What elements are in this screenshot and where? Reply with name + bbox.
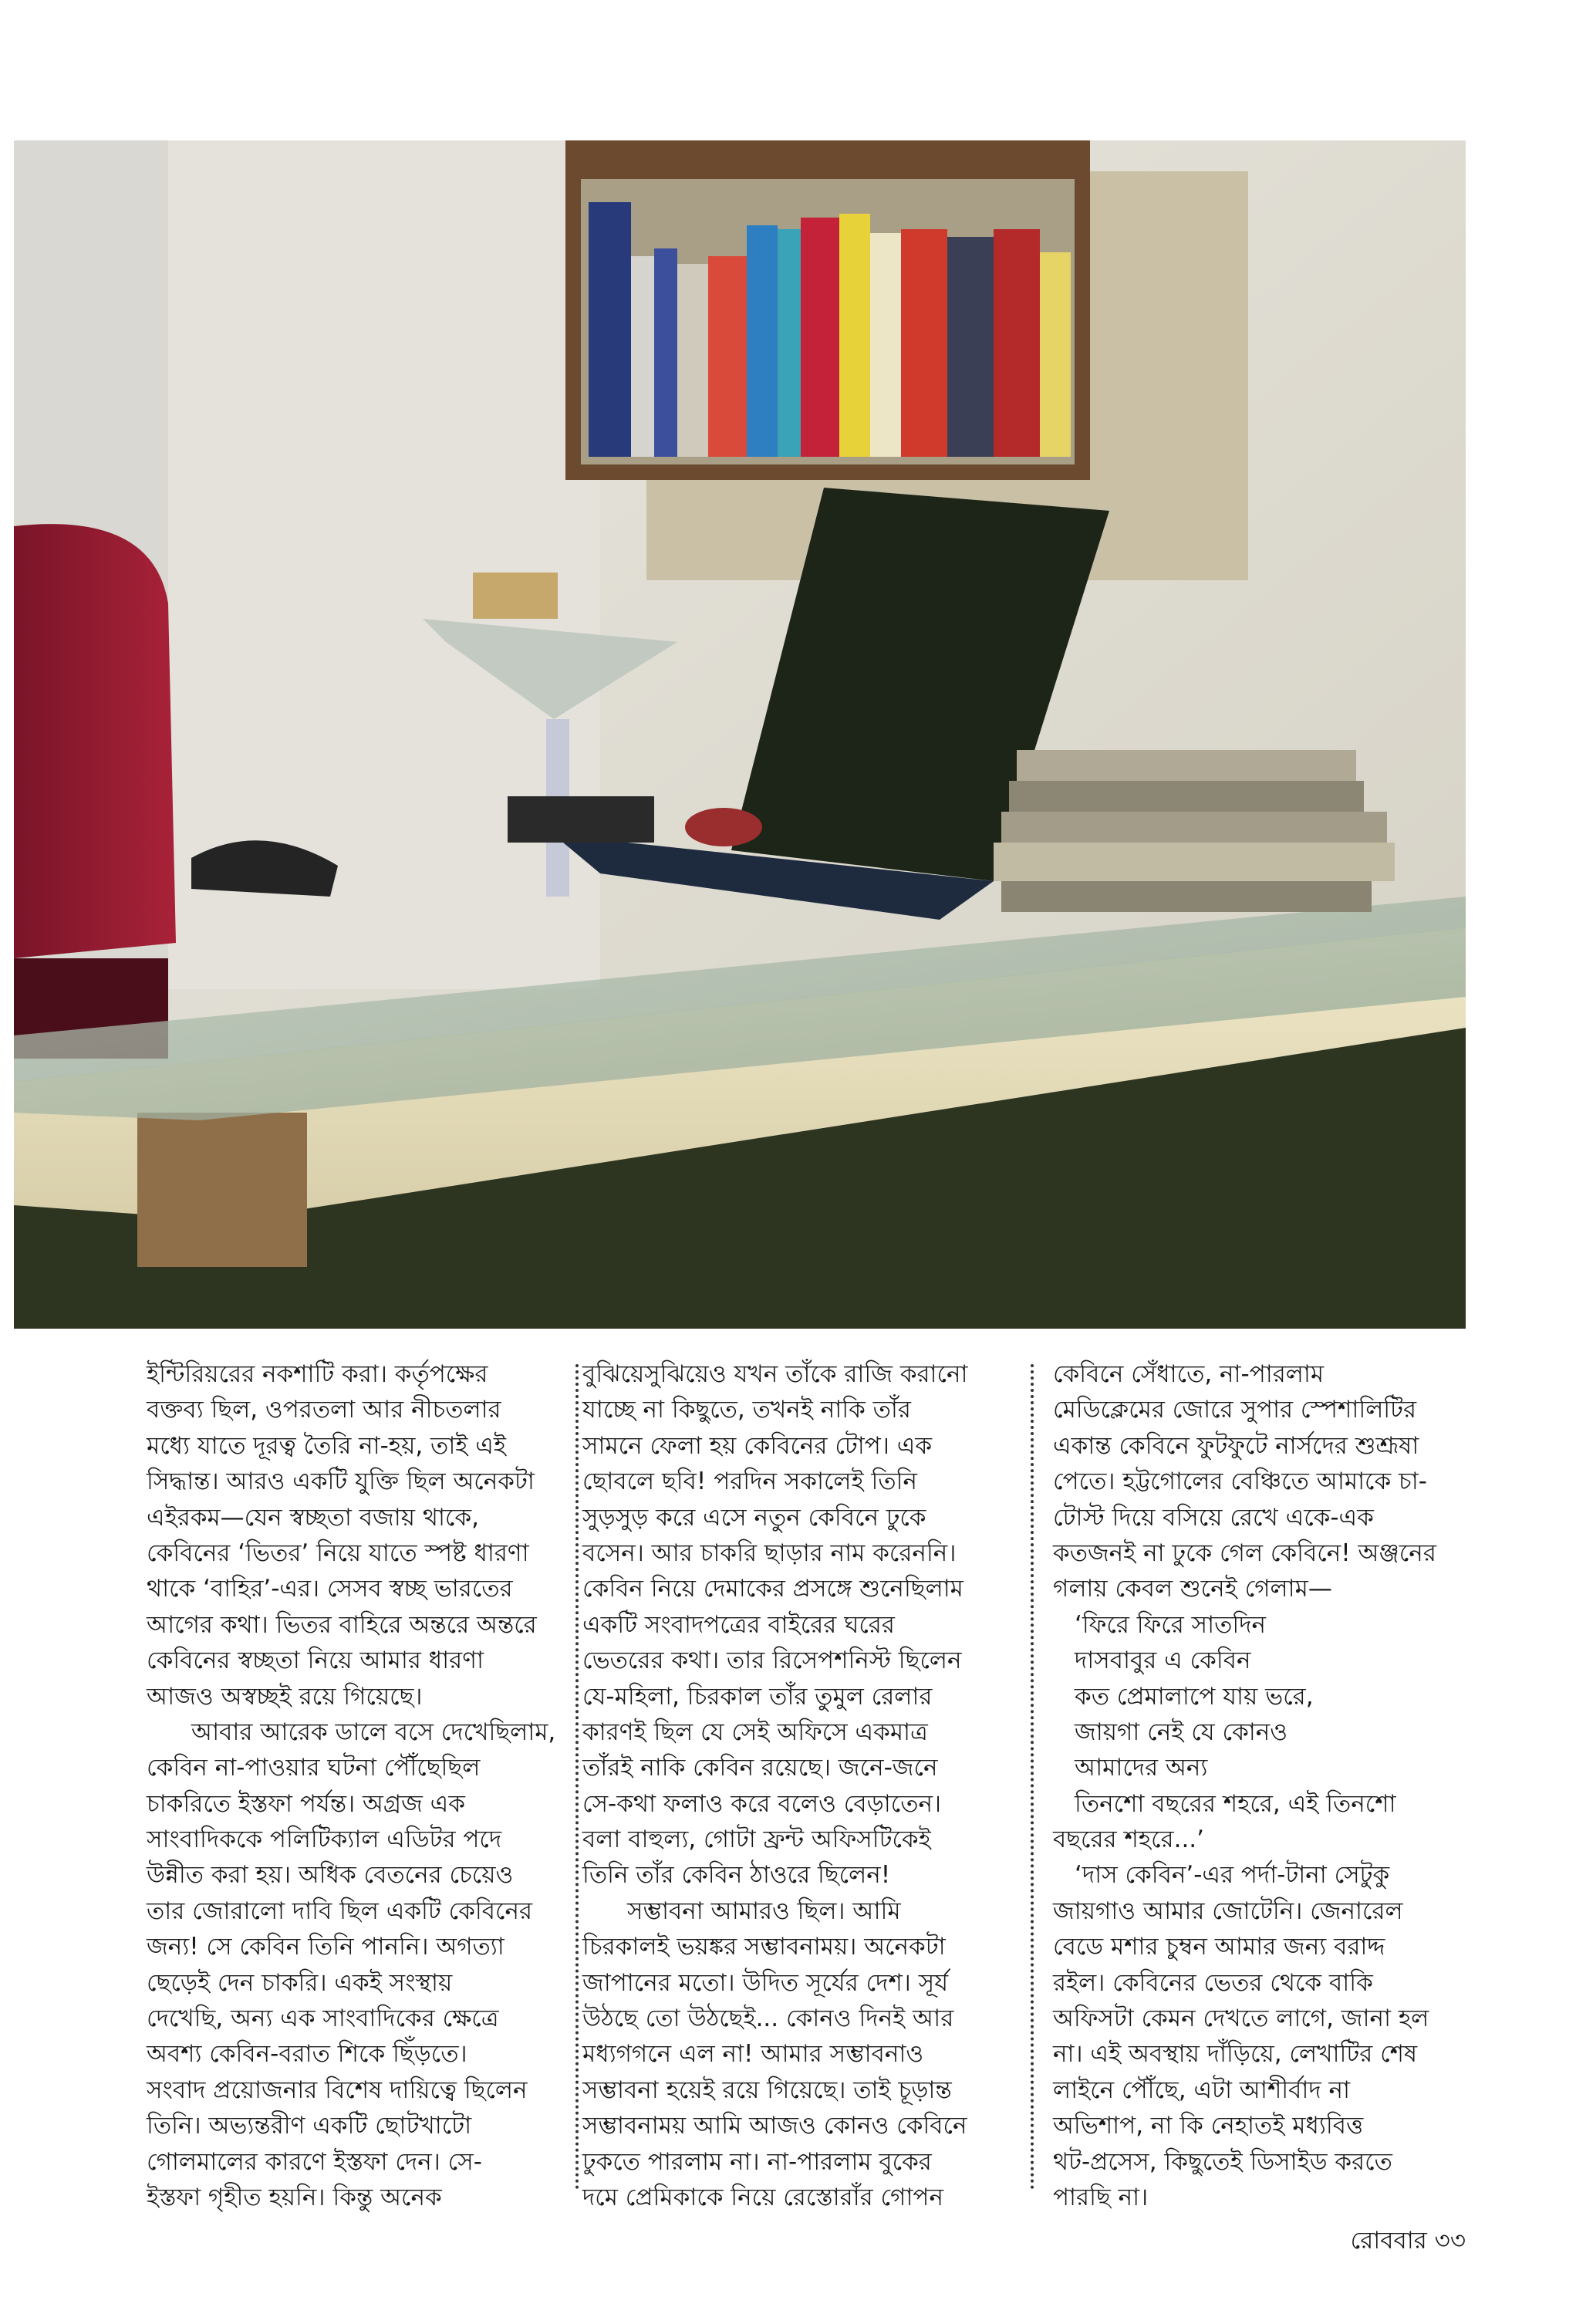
text-line: সামনে ফেলা হয় কেবিনের টোপ। এক — [582, 1431, 933, 1460]
text-line: দেখেছি, অন্য এক সাংবাদিকের ক্ষেত্রে — [147, 2005, 499, 2033]
text-line: ঢুকতে পারলাম না। না-পারলাম বুকের — [582, 2147, 932, 2176]
article-column-1 — [147, 1356, 579, 2215]
column-divider — [575, 1364, 579, 2190]
text-line: একটি সংবাদপত্রের বাইরের ঘরের — [582, 1610, 895, 1639]
text-line: মধ্যগগনে এল না! আমার সম্ভাবনাও — [582, 2040, 924, 2069]
text-line: ইস্তফা গৃহীত হয়নি। কিন্তু অনেক — [147, 2183, 442, 2211]
text-line: বেডে মশার চুম্বন আমার জন্য বরাদ্দ — [1053, 1933, 1385, 1961]
text-line: একান্ত কেবিনে ফুটফুটে নার্সদের শুশ্রূষা — [1053, 1431, 1419, 1460]
text-line: ছোবলে ছবি! পরদিন সকালেই তিনি — [582, 1468, 918, 1496]
text-line: তার জোরালো দাবি ছিল একটি কেবিনের — [147, 1897, 533, 1925]
verse-line: ‘ফিরে ফিরে সাতদিন — [1075, 1610, 1267, 1639]
text-line: আগের কথা। ভিতর বাহিরে অন্তরে অন্তরে — [147, 1610, 537, 1639]
text-line: বসেন। আর চাকরি ছাড়ার নাম করেননি। — [582, 1539, 957, 1567]
text-line: কেবিনের ‘ভিতর’ নিয়ে যাতে স্পষ্ট ধারণা — [147, 1539, 529, 1567]
article-column-2 — [582, 1356, 1014, 2215]
text-line: সুড়সুড় করে এসে নতুন কেবিনে ঢুকে — [582, 1503, 926, 1532]
text-line: মধ্যে যাতে দূরত্ব তৈরি না-হয়, তাই এই — [147, 1431, 506, 1460]
verse-line: জায়গা নেই যে কোনও — [1075, 1718, 1288, 1746]
text-line: না। এই অবস্থায় দাঁড়িয়ে, লেখাটির শেষ — [1053, 2040, 1418, 2069]
text-line: জাপানের মতো। উদিত সূর্যের দেশ। সূর্য — [582, 1968, 949, 1997]
text-line: পেতে। হট্টগোলের বেঞ্চিতে আমাকে চা- — [1053, 1468, 1427, 1496]
text-line: দমে প্রেমিকাকে নিয়ে রেস্তোরাঁর গোপন — [582, 2183, 943, 2211]
text-line: যে-মহিলা, চিরকাল তাঁর তুমুল রেলার — [582, 1682, 933, 1711]
text-line: পারছি না। — [1053, 2183, 1149, 2211]
text-line: উঠছে তো উঠছেই... কোনও দিনই আর — [582, 2005, 954, 2033]
text-line: গলায় কেবল শুনেই গেলাম— — [1053, 1575, 1332, 1603]
text-line: সম্ভাবনা আমারও ছিল। আমি — [627, 1897, 901, 1925]
text-line: অবশ্য কেবিন-বরাত শিকে ছিঁড়তে। — [147, 2040, 467, 2069]
text-line: সম্ভাবনা হয়েই রয়ে গিয়েছে। তাই চূড়ান্ত — [582, 2076, 952, 2104]
text-line: সংবাদ প্রয়োজনার বিশেষ দায়িত্বে ছিলেন — [147, 2076, 528, 2104]
text-line: আজও অস্বচ্ছই রয়ে গিয়েছে। — [147, 1682, 423, 1711]
text-line: কারণই ছিল যে সেই অফিসে একমাত্র — [582, 1718, 928, 1746]
text-line: থাকে ‘বাহির’-এর। সেসব স্বচ্ছ ভারতের — [147, 1575, 513, 1603]
text-line: সম্ভাবনাময় আমি আজও কোনও কেবিনে — [582, 2112, 967, 2140]
verse-line: আমাদের অন্য — [1075, 1754, 1208, 1782]
page-footer: রোববার ৩৩ — [1350, 2227, 1466, 2255]
text-line: উন্নীত করা হয়। অধিক বেতনের চেয়েও — [147, 1861, 514, 1890]
text-line: সিদ্ধান্ত। আরও একটি যুক্তি ছিল অনেকটা — [147, 1468, 535, 1496]
text-line: সে-কথা ফলাও করে বলেও বেড়াতেন। — [582, 1789, 942, 1818]
text-line: বক্তব্য ছিল, ওপরতলা আর নীচতলার — [147, 1396, 501, 1424]
text-line: ছেড়েই দেন চাকরি। একই সংস্থায় — [147, 1968, 453, 1997]
text-line: ভেতরের কথা। তার রিসেপশনিস্ট ছিলেন — [582, 1647, 962, 1675]
text-line: যাচ্ছে না কিছুতে, তখনই নাকি তাঁর — [582, 1396, 911, 1424]
text-line: থট-প্রসেস, কিছুতেই ডিসাইড করতে — [1053, 2147, 1392, 2176]
text-line: অফিসটা কেমন দেখতে লাগে, জানা হল — [1053, 2005, 1429, 2033]
text-line: চিরকালই ভয়ঙ্কর সম্ভাবনাময়। অনেকটা — [582, 1933, 946, 1961]
text-line: সাংবাদিককে পলিটিক্যাল এডিটর পদে — [147, 1826, 502, 1854]
text-line: কেবিন নিয়ে দেমাকের প্রসঙ্গে শুনেছিলাম — [582, 1575, 963, 1603]
text-line: কতজনই না ঢুকে গেল কেবিনে! অঞ্জনের — [1053, 1539, 1436, 1567]
text-line: অভিশাপ, না কি নেহাতই মধ্যবিত্ত — [1053, 2112, 1364, 2140]
text-line: কেবিন না-পাওয়ার ঘটনা পৌঁছেছিল — [147, 1754, 481, 1782]
verse-line: তিনশো বছরের শহরে, এই তিনশো — [1075, 1789, 1396, 1818]
text-line: জায়গাও আমার জোটেনি। জেনারেল — [1053, 1897, 1403, 1925]
verse-line: বছরের শহরে...’ — [1053, 1826, 1205, 1854]
article-column-3 — [1053, 1356, 1485, 2215]
text-line: টোস্ট দিয়ে বসিয়ে রেখে একে-এক — [1053, 1503, 1374, 1532]
text-line: তিনি। অভ্যন্তরীণ একটি ছোটখাটো — [147, 2112, 472, 2140]
text-line: রইল। কেবিনের ভেতর থেকে বাকি — [1053, 1968, 1373, 1997]
text-line: বুঝিয়েসুঝিয়েও যখন তাঁকে রাজি করানো — [582, 1360, 968, 1388]
office-cabin-photo — [14, 140, 1466, 1329]
text-line: তাঁরই নাকি কেবিন রয়েছে। জনে-জনে — [582, 1754, 938, 1782]
text-line: লাইনে পৌঁছে, এটা আশীর্বাদ না — [1053, 2076, 1351, 2104]
verse-line: কত প্রেমালাপে যায় ভরে, — [1075, 1682, 1314, 1711]
text-line: ইন্টিরিয়রের নকশাটি করা। কর্তৃপক্ষের — [147, 1360, 488, 1388]
text-line: আবার আরেক ডালে বসে দেখেছিলাম, — [191, 1718, 556, 1746]
text-line: গোলমালের কারণে ইস্তফা দেন। সে- — [147, 2147, 482, 2176]
column-divider — [1031, 1364, 1034, 2190]
text-line: তিনি তাঁর কেবিন ঠাওরে ছিলেন! — [582, 1861, 891, 1890]
text-line: বলা বাহুল্য, গোটা ফ্রন্ট অফিসটিকেই — [582, 1826, 931, 1854]
office-photo-illustration — [14, 140, 1466, 1329]
text-line: ‘দাস কেবিন’-এর পর্দা-টানা সেটুকু — [1075, 1861, 1390, 1890]
text-line: কেবিনে সেঁধাতে, না-পারলাম — [1053, 1360, 1325, 1388]
text-line: এইরকম—যেন স্বচ্ছতা বজায় থাকে, — [147, 1503, 479, 1532]
verse-line: দাসবাবুর এ কেবিন — [1075, 1647, 1251, 1675]
text-line: চাকরিতে ইস্তফা পর্যন্ত। অগ্রজ এক — [147, 1789, 465, 1818]
text-line: মেডিক্লেমের জোরে সুপার স্পেশালিটির — [1053, 1396, 1417, 1424]
text-line: জন্য! সে কেবিন তিনি পাননি। অগত্যা — [147, 1933, 505, 1961]
text-line: কেবিনের স্বচ্ছতা নিয়ে আমার ধারণা — [147, 1647, 484, 1675]
